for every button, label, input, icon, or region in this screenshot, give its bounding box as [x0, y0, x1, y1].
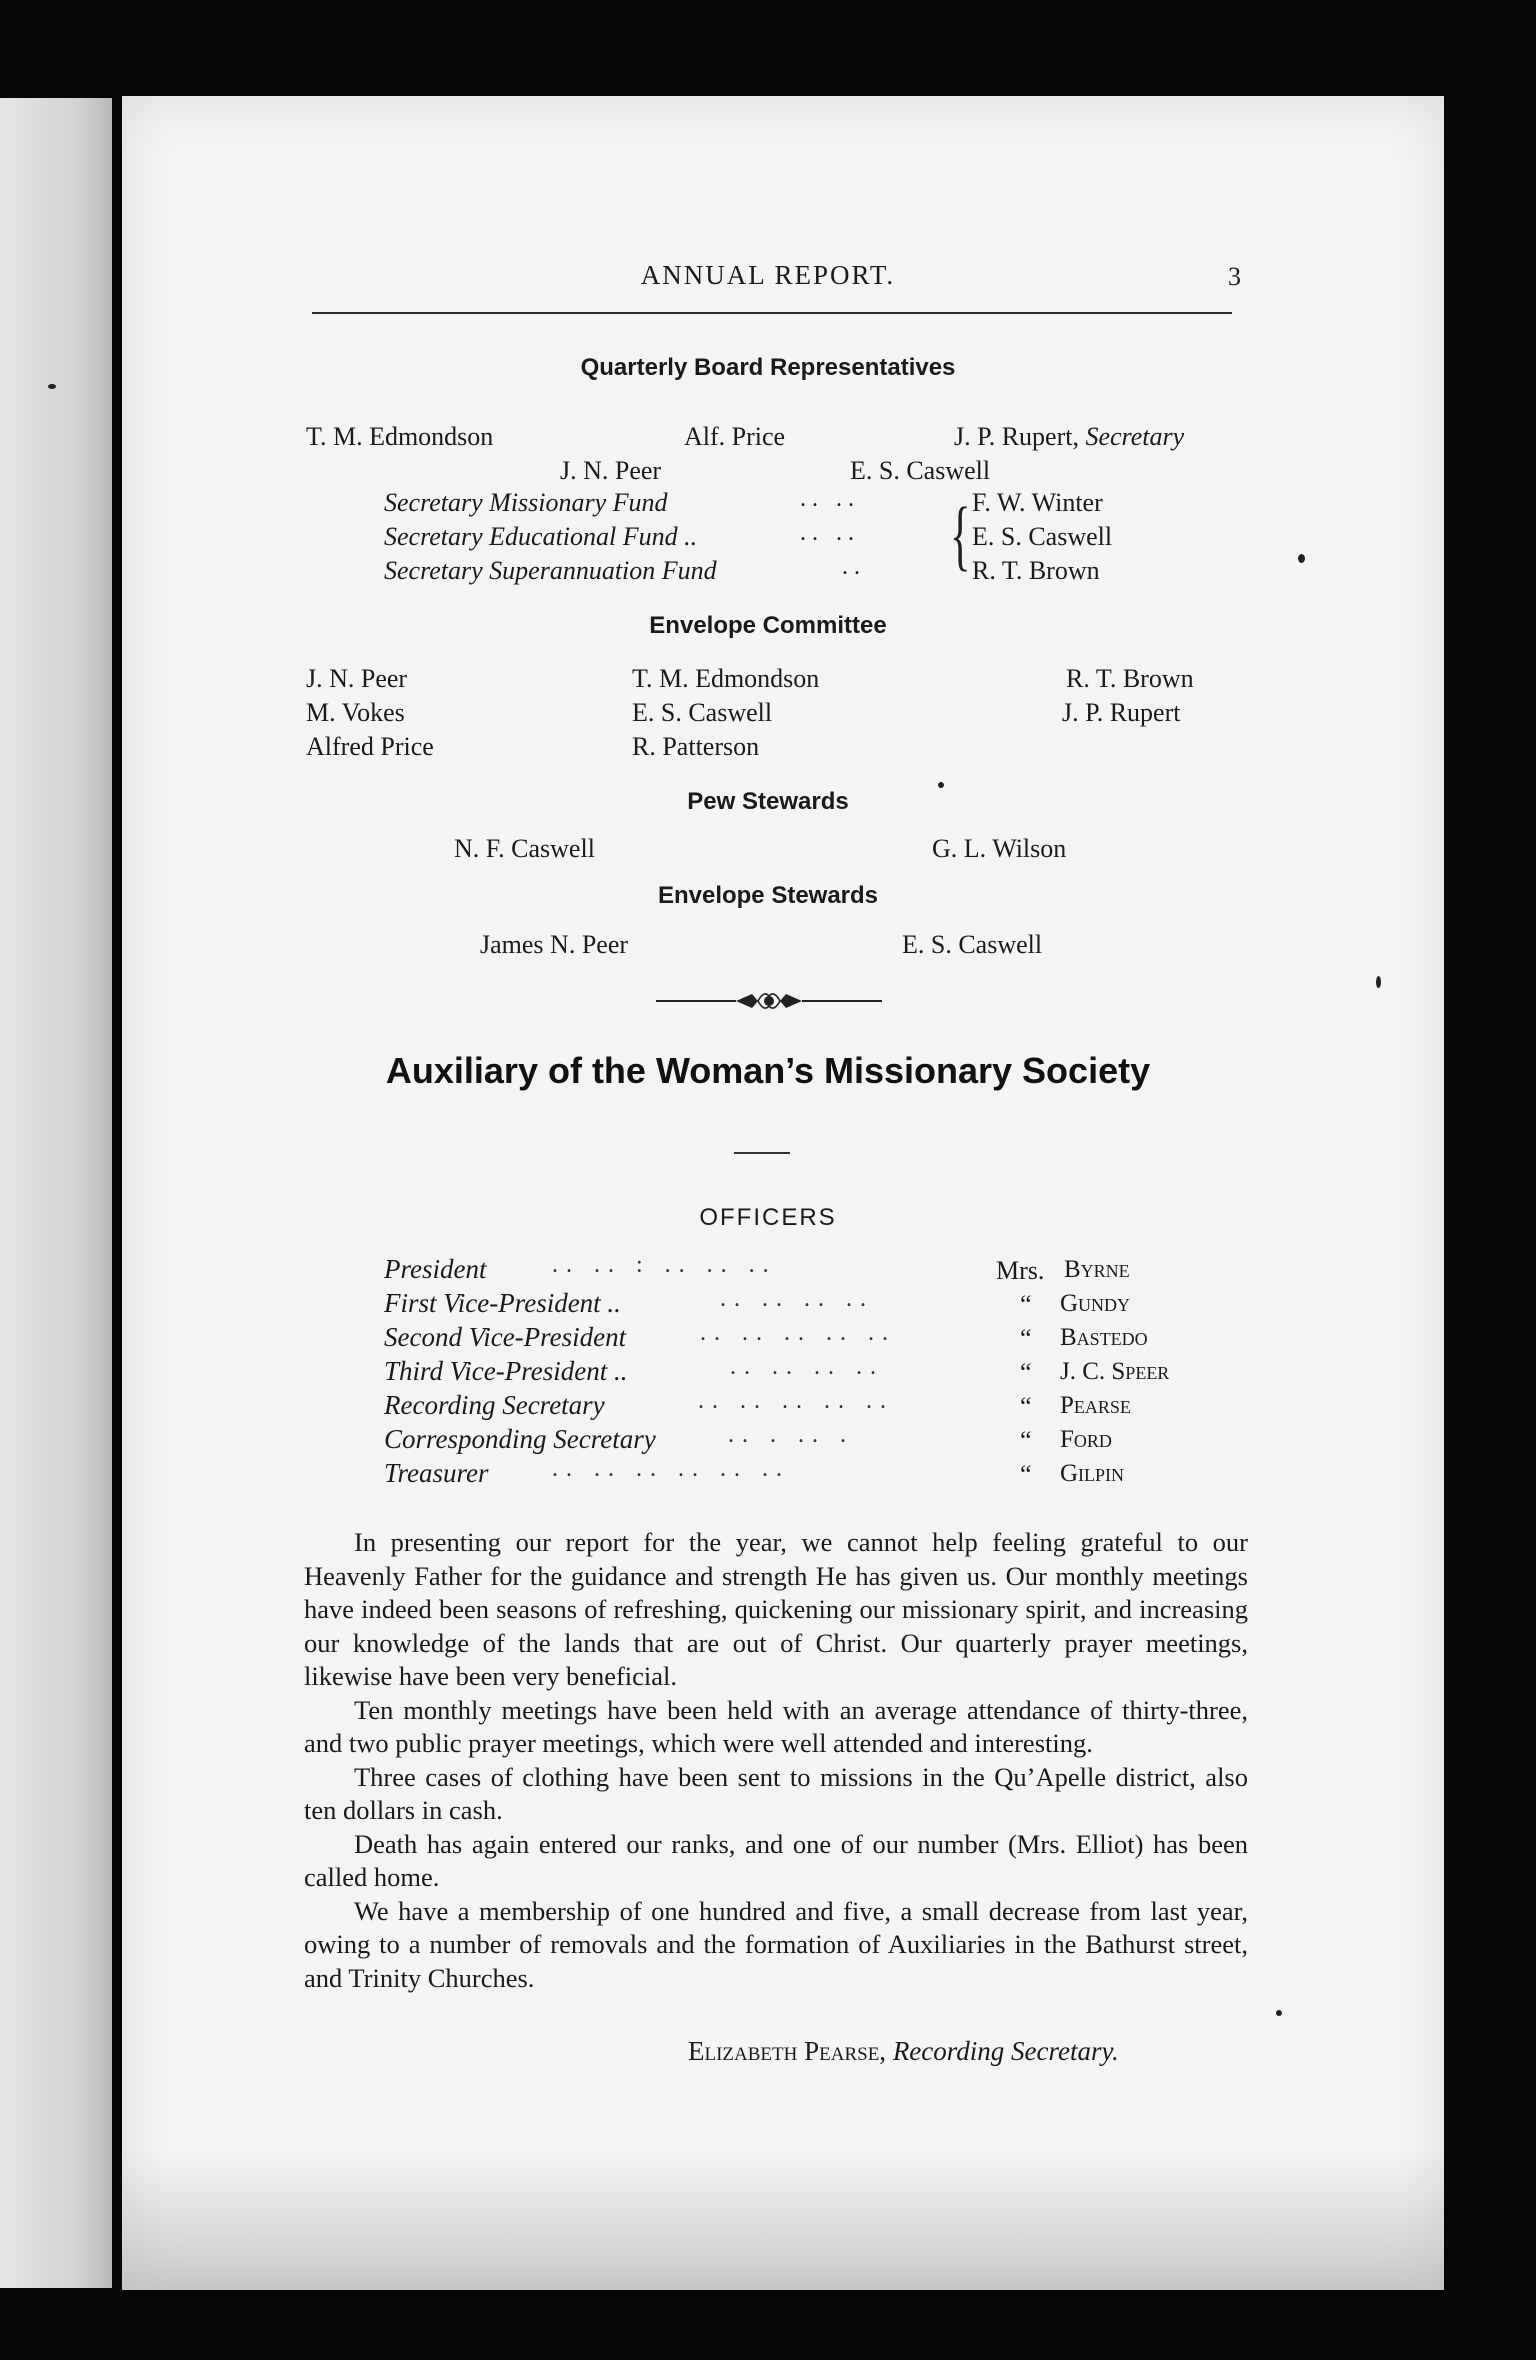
officer-role: Corresponding Secretary	[384, 1424, 656, 1454]
leader-dots: .. .. .. .. .. ..	[552, 1456, 790, 1482]
report-paragraph: Ten monthly meetings have been held with an average attendance of thirty-three, and two public prayer meetings, which were well attended and interesting.	[304, 1694, 1248, 1758]
header-rule	[312, 312, 1232, 314]
committee-member: E. S. Caswell	[632, 698, 773, 727]
leader-dots: ..	[842, 554, 866, 580]
leader-dots: .. .. : .. .. ..	[552, 1252, 777, 1278]
report-paragraph: Death has again entered our ranks, and one of our number (Mrs. Elliot) has been called home.	[304, 1828, 1248, 1892]
scan-speck	[1298, 554, 1305, 563]
report-paragraph: Three cases of clothing have been sent to missions in the Qu’Apelle district, also ten dollars in cash.	[304, 1761, 1248, 1825]
committee-member: J. P. Rupert	[1062, 698, 1181, 727]
ditto-mark: “	[1020, 1324, 1032, 1353]
signature-line	[688, 2036, 1119, 2067]
brace-icon: {	[950, 491, 971, 578]
fund-label: Secretary Missionary Fund	[384, 488, 668, 517]
previous-page-edge	[0, 98, 112, 2288]
pew-steward: G. L. Wilson	[932, 834, 1067, 863]
report-paragraph: We have a membership of one hundred and five, a small decrease from last year, owing to a number of removals and the formation of Auxiliaries in the Bathurst street, and Trinity Churches.	[304, 1895, 1248, 1993]
title-rule	[734, 1152, 790, 1154]
board-member: J. N. Peer	[560, 456, 662, 485]
ditto-mark: “	[1020, 1460, 1032, 1489]
scan-speck	[938, 782, 944, 788]
officer-name: J. C. Speer	[1060, 1358, 1170, 1385]
leader-dots: .. ..	[800, 520, 860, 546]
officer-role: First Vice-President ..	[384, 1288, 621, 1318]
fund-secretary: R. T. Brown	[972, 556, 1100, 585]
officer-name: Gilpin	[1060, 1460, 1125, 1487]
scan-speck	[1376, 976, 1381, 988]
committee-member: R. Patterson	[632, 732, 760, 761]
section-title: Auxiliary of the Woman’s Missionary Society	[385, 1050, 1151, 1091]
board-member: T. M. Edmondson	[306, 422, 494, 451]
officer-name: Pearse	[1060, 1392, 1131, 1419]
fund-label: Secretary Educational Fund ..	[384, 522, 698, 551]
running-head: ANNUAL REPORT.	[640, 260, 896, 290]
pew-steward: N. F. Caswell	[454, 834, 595, 863]
officer-role: Third Vice-President ..	[384, 1356, 628, 1386]
signature-role: Recording Secretary.	[892, 2036, 1119, 2066]
pew-stewards-heading: Pew Stewards	[687, 788, 849, 815]
quarterly-board-heading: Quarterly Board Representatives	[580, 354, 956, 381]
envelope-steward: James N. Peer	[480, 930, 629, 959]
committee-member: R. T. Brown	[1066, 664, 1194, 693]
leader-dots: .. .. .. ..	[730, 1354, 884, 1380]
signature-name: Elizabeth Pearse,	[688, 2036, 887, 2066]
officer-role: Treasurer	[384, 1458, 489, 1488]
committee-member: Alfred Price	[306, 732, 434, 761]
board-member-secretary	[954, 422, 1184, 452]
officer-role: Recording Secretary	[384, 1390, 605, 1420]
envelope-steward: E. S. Caswell	[902, 930, 1043, 959]
ditto-mark: “	[1020, 1426, 1032, 1455]
leader-dots: .. .. .. .. ..	[700, 1320, 896, 1346]
board-member: Alf. Price	[684, 422, 786, 451]
page-shadow	[122, 2150, 1444, 2290]
board-member-name: J. P. Rupert,	[954, 422, 1086, 451]
officer-prefix: Mrs.	[996, 1256, 1045, 1285]
ornament-divider-icon	[654, 986, 884, 1016]
committee-member: M. Vokes	[306, 698, 405, 727]
officer-name: Gundy	[1060, 1290, 1131, 1317]
committee-member: J. N. Peer	[306, 664, 408, 693]
page-number: 3	[1228, 262, 1241, 291]
ditto-mark: “	[1020, 1290, 1032, 1319]
report-body	[304, 1526, 1248, 1995]
leader-dots: .. .. .. .. ..	[698, 1388, 894, 1414]
ditto-mark: “	[1020, 1358, 1032, 1387]
fund-secretary: F. W. Winter	[972, 488, 1103, 517]
officer-role: Second Vice-President	[384, 1322, 627, 1352]
board-member-role: Secretary	[1085, 422, 1185, 451]
ditto-mark: “	[1020, 1392, 1032, 1421]
envelope-stewards-heading: Envelope Stewards	[657, 882, 879, 909]
officer-name: Byrne	[1064, 1256, 1130, 1283]
leader-dots: .. ..	[800, 486, 860, 512]
scan-speck	[1276, 2010, 1282, 2016]
officer-name: Ford	[1060, 1426, 1112, 1453]
board-member: E. S. Caswell	[850, 456, 991, 485]
envelope-committee-heading: Envelope Committee	[649, 612, 887, 639]
fund-secretary: E. S. Caswell	[972, 522, 1113, 551]
leader-dots: .. .. .. ..	[720, 1286, 874, 1312]
officer-name: Bastedo	[1060, 1324, 1148, 1351]
officer-role: President	[384, 1254, 487, 1284]
report-paragraph: In presenting our report for the year, we cannot help feeling grateful to our Heavenly Father for the guidance and strength He has given us. Our monthly meetings have indeed been seasons of refreshing, quickening our missionary spirit, and increasing our knowledge of the lands that are out of Christ. Our quarterly prayer meetings, likewise have been very beneficial.	[304, 1527, 1248, 1691]
officers-heading: OFFICERS	[699, 1204, 837, 1231]
committee-member: T. M. Edmondson	[632, 664, 820, 693]
fund-label: Secretary Superannuation Fund	[384, 556, 717, 585]
scan-speck	[48, 384, 56, 389]
leader-dots: .. . .. .	[728, 1422, 854, 1448]
